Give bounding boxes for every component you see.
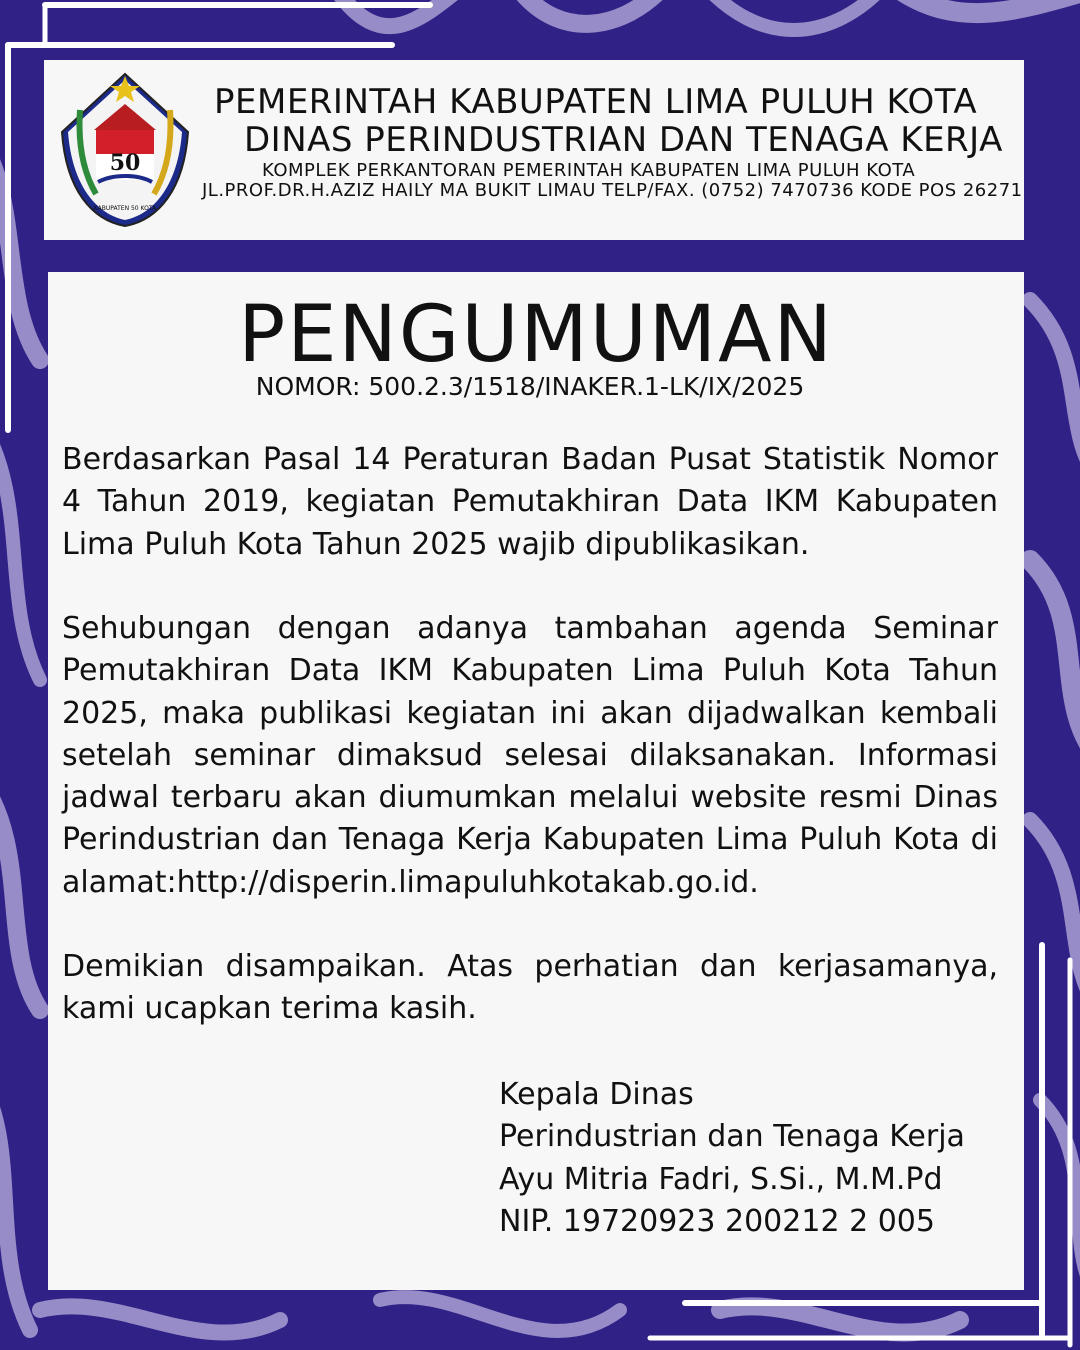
paragraph-legal-basis: Berdasarkan Pasal 14 Peraturan Badan Pusat Statistik Nomor 4 Tahun 2019, kegiatan Pemutakhiran Data IKM Kabupaten Lima Puluh Kota Tahun 2025 wajib dipublikasikan. [62,442,998,562]
svg-text:KABUPATEN 50 KOTA: KABUPATEN 50 KOTA [93,205,157,212]
regency-emblem-logo [58,70,192,228]
announcement-title: PENGUMUMAN [238,290,834,380]
government-name: PEMERINTAH KABUPATEN LIMA PULUH KOTA [214,82,978,122]
letterhead [44,60,1024,240]
signature-department: Perindustrian dan Tenaga Kerja [499,1119,965,1155]
signature-block [499,1074,965,1243]
paragraph-closing: Demikian disampaikan. Atas perhatian dan kerjasamanya, kami ucapkan terima kasih. [62,949,998,1027]
signatory-nip: NIP. 19720923 200212 2 005 [499,1203,935,1239]
svg-text:50: 50 [109,150,141,176]
signature-title: Kepala Dinas [499,1077,694,1112]
announcement-number: NOMOR: 500.2.3/1518/INAKER.1-LK/IX/2025 [255,372,805,401]
agency-name: DINAS PERINDUSTRIAN DAN TENAGA KERJA [244,120,1003,160]
office-address: JL.PROF.DR.H.AZIZ HAILY MA BUKIT LIMAU TELP/FAX. (0752) 7470736 KODE POS 26271 [202,180,1023,201]
office-complex: KOMPLEK PERKANTORAN PEMERINTAH KABUPATEN LIMA PULUH KOTA [262,160,916,181]
announcement-panel [48,272,1024,1290]
paragraph-reschedule: Sehubungan dengan adanya tambahan agenda Seminar Pemutakhiran Data IKM Kabupaten Lima Puluh Kota Tahun 2025, maka publikasi kegiatan ini akan dijadwalkan kembali setelah seminar dimaksud selesai dilaksanakan. Informasi jadwal terbaru akan diumumkan melalui website resmi Dinas Perindustrian dan Tenaga Kerja Kabupaten Lima Puluh Kota di alamat:http://disperin.limapuluhkotakab.go.id. [62,611,998,900]
signatory-name: Ayu Mitria Fadri, S.Si., M.M.Pd [499,1161,943,1197]
